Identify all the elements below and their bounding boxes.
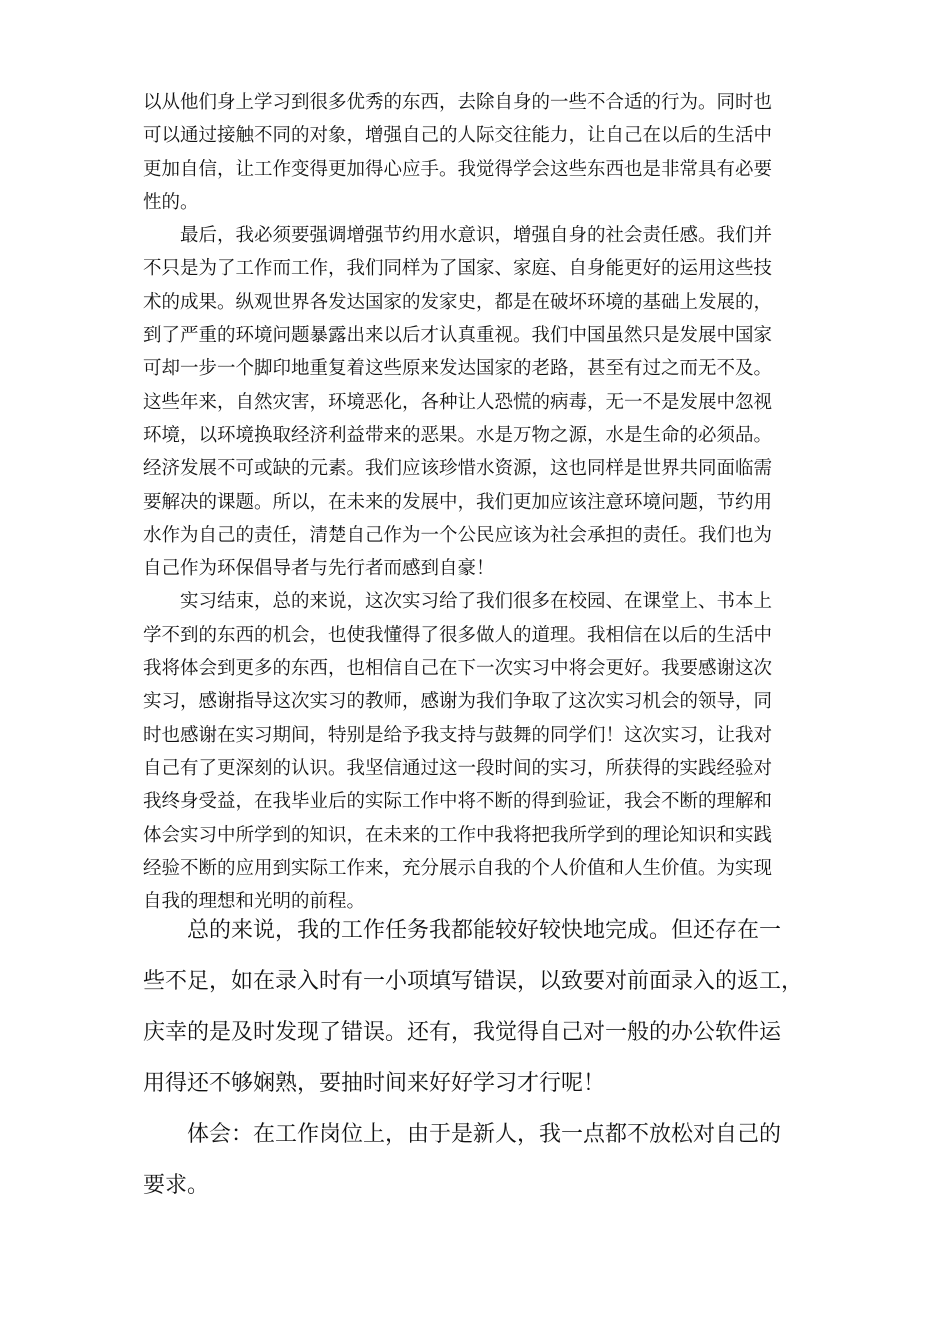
- text-line: 性的。: [143, 191, 199, 213]
- text-line: 些不足，如在录入时有一小项填写错误，以致要对前面录入的返工，: [143, 969, 804, 994]
- text-line: 要求。: [143, 1173, 210, 1198]
- text-line: 更加自信，让工作变得更加得心应手。我觉得学会这些东西也是非常具有必要: [143, 158, 773, 180]
- body-text-section-2: [143, 905, 807, 1211]
- text-line: 这些年来，自然灾害，环境恶化，各种让人恐慌的病毒，无一不是发展中忽视: [143, 391, 773, 413]
- text-line: 时也感谢在实习期间，特别是给予我支持与鼓舞的同学们！这次实习，让我对: [143, 724, 773, 746]
- text-line: 环境，以环境换取经济利益带来的恶果。水是万物之源，水是生命的必须品。: [143, 424, 773, 446]
- text-line: 最后，我必须要强调增强节约用水意识，增强自身的社会责任感。我们并: [143, 225, 773, 247]
- text-line: 经验不断的应用到实际工作来，充分展示自我的个人价值和人生价值。为实现: [143, 857, 773, 879]
- text-line: 我将体会到更多的东西，也相信自己在下一次实习中将会更好。我要感谢这次: [143, 658, 773, 680]
- text-line: 自己有了更深刻的认识。我坚信通过这一段时间的实习，所获得的实践经验对: [143, 757, 773, 779]
- text-line: 可以通过接触不同的对象，增强自己的人际交往能力，让自己在以后的生活中: [143, 125, 773, 147]
- text-line: 体会实习中所学到的知识，在未来的工作中我将把我所学到的理论知识和实践: [143, 824, 773, 846]
- text-line: 不只是为了工作而工作，我们同样为了国家、家庭、自身能更好的运用这些技: [143, 258, 773, 280]
- text-line: 自我的理想和光明的前程。: [143, 891, 366, 913]
- text-line: 实习，感谢指导这次实习的教师，感谢为我们争取了这次实习机会的领导，同: [143, 691, 773, 713]
- text-line: 以从他们身上学习到很多优秀的东西，去除自身的一些不合适的行为。同时也: [143, 92, 773, 113]
- text-line: 到了严重的环境问题暴露出来以后才认真重视。我们中国虽然只是发展中国家: [143, 325, 773, 347]
- text-line: 可却一步一个脚印地重复着这些原来发达国家的老路，甚至有过之而无不及。: [143, 358, 773, 380]
- text-line: 学不到的东西的机会，也使我懂得了很多做人的道理。我相信在以后的生活中: [143, 624, 773, 646]
- text-line: 体会：在工作岗位上，由于是新人，我一点都不放松对自己的: [143, 1122, 782, 1147]
- text-line: 庆幸的是及时发现了错误。还有，我觉得自己对一般的办公软件运: [143, 1020, 782, 1045]
- text-line: 我终身受益，在我毕业后的实际工作中将不断的得到验证，我会不断的理解和: [143, 791, 773, 813]
- text-line: 自己作为环保倡导者与先行者而感到自豪！: [143, 558, 495, 580]
- body-text-section-1: [143, 86, 807, 918]
- text-line: 要解决的课题。所以，在未来的发展中，我们更加应该注意环境问题，节约用: [143, 491, 773, 513]
- text-line: 总的来说，我的工作任务我都能较好较快地完成。但还存在一: [143, 918, 782, 943]
- text-line: 用得还不够娴熟，要抽时间来好好学习才行呢！: [143, 1071, 606, 1096]
- text-line: 水作为自己的责任，清楚自己作为一个公民应该为社会承担的责任。我们也为: [143, 524, 773, 546]
- text-line: 经济发展不可或缺的元素。我们应该珍惜水资源，这也同样是世界共同面临需: [143, 458, 773, 480]
- text-line: 术的成果。纵观世界各发达国家的发家史，都是在破坏环境的基础上发展的，: [143, 291, 773, 313]
- text-line: 实习结束，总的来说，这次实习给了我们很多在校园、在课堂上、书本上: [143, 591, 773, 613]
